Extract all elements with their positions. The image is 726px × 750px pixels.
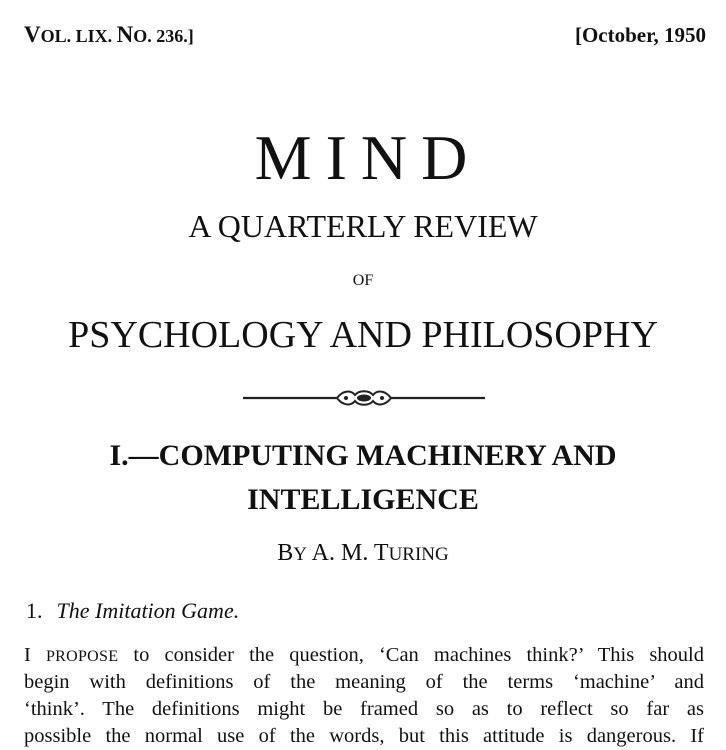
issue-date: [October, 1950 <box>574 23 706 47</box>
volume-text: OL. LIX. <box>40 26 117 46</box>
running-header <box>24 18 706 52</box>
author-initials: A. M. <box>306 540 374 566</box>
section-number: 1. <box>26 598 43 623</box>
article-title <box>0 434 726 522</box>
volume-number <box>24 18 194 53</box>
body-line: ‘think’. The definitions might be framed so as to reflect so far as <box>24 698 704 720</box>
body-initial: I <box>24 644 46 666</box>
body-paragraph <box>24 642 704 750</box>
journal-of: OF <box>352 272 374 289</box>
byline-by: Y <box>293 544 307 565</box>
byline-initial: B <box>277 540 294 566</box>
section-heading <box>26 596 239 626</box>
number-initial: N <box>116 22 134 47</box>
body-text: to consider the question, ‘Can machines think?’ This should <box>118 644 704 666</box>
volume-initial: V <box>24 22 41 47</box>
body-small-caps: PROPOSE <box>45 648 119 665</box>
body-line: possible the normal use of the words, but this attitude is dangerous. If <box>24 725 704 747</box>
author-surname: URING <box>388 544 449 565</box>
article-title-line: INTELLIGENCE <box>247 483 479 516</box>
section-name: The Imitation Game. <box>56 598 240 623</box>
surname-initial: T <box>373 540 389 566</box>
article-title-line: I.—COMPUTING MACHINERY AND <box>109 439 617 472</box>
body-line: begin with definitions of the meaning of the terms ‘machine’ and <box>24 671 704 693</box>
number-text: O. 236.] <box>133 26 194 46</box>
author-byline <box>0 536 726 572</box>
journal-subject: PSYCHOLOGY AND PHILOSOPHY <box>68 314 658 356</box>
journal-title: MIND <box>254 122 482 193</box>
body-line <box>24 642 704 669</box>
ornament-divider-icon <box>243 386 485 410</box>
journal-subtitle: A QUARTERLY REVIEW <box>188 208 538 244</box>
